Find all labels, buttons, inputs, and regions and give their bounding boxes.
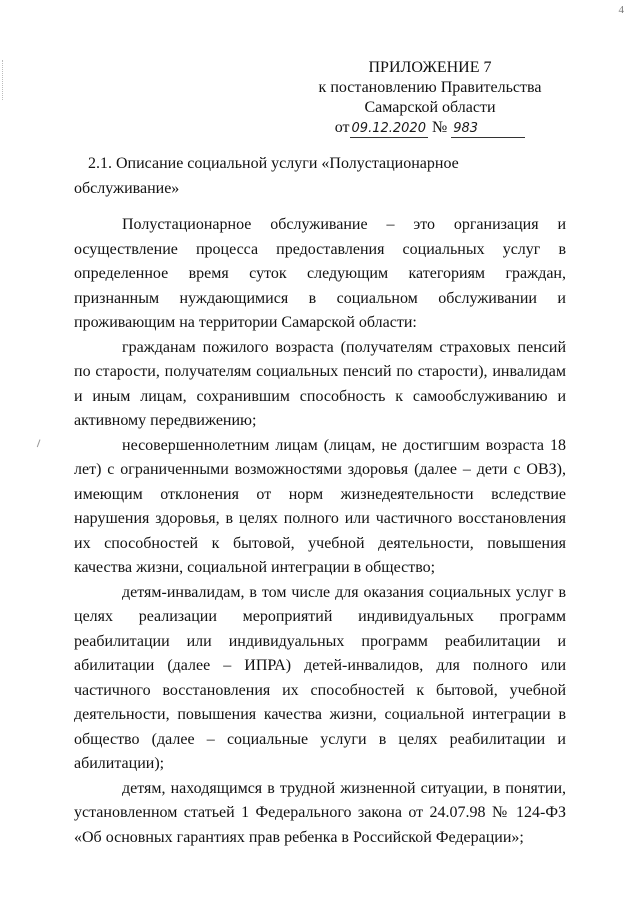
appendix-region: Самарской области [364,99,496,116]
date-prefix: от [334,119,350,136]
handwritten-date: 09.12.2020 [351,121,426,136]
handwritten-number: 983 [451,121,525,138]
binding-marks [2,60,5,100]
paragraph: детям-инвалидам, в том числе для оказания социальных услуг в целях реализации мероприятий индивидуальных программ реабилитации или индивидуальных программ реабилитации и абилитации (далее – ИПРА) детей-инвалидов, для полного или частичного восстановления их способностей к бытовой, учебной деятельности, повышения качества жизни, социальной интеграции в общество (далее – социальные услуги в целях реабилитации и абилитации); [74,583,566,772]
paragraph: несовершеннолетним лицам (лицам, не достигшим возраста 18 лет) с ограниченными возможностями здоровья (далее – дети с ОВЗ), имеющим отклонения от норм жизнедеятельности вследствие нарушения здоровья, в целях полного или частичного восстановления их способностей к бытовой, учебной деятельности, повышения качества жизни, социальной интеграции в общество; [74,436,566,576]
appendix-date-line [300,118,560,138]
number-prefix: № [431,119,448,136]
appendix-title: ПРИЛОЖЕНИЕ 7 [368,59,492,76]
approval-block [300,58,560,138]
page-number: 4 [618,4,625,16]
paragraph: Полустационарное обслуживание – это организация и осуществление процесса предоставления социальных услуг в определенное время суток следующим категориям граждан, признанным нуждающимися в социальном обслуживании и проживающим на территории Самарской области: [74,216,566,331]
stray-pen-mark [37,439,44,448]
appendix-subtitle: к постановлению Правительства [318,79,542,96]
section-heading: 2.1. Описание социальной услуги «Полустационарное обслуживание» [74,155,459,197]
paragraph: детям, находящимся в трудной жизненной ситуации, в понятии, установленном статьей 1 Федерального закона от 24.07.98 № 124-ФЗ «Об основных гарантиях прав ребенка в Российской Федерации»; [74,779,566,846]
paragraph: гражданам пожилого возраста (получателям страховых пенсий по старости, получателям социальных пенсий по старости), инвалидам и иным лицам, сохранившим способность к самообслуживанию и активному передвижению; [74,338,566,429]
document-body [74,152,566,850]
